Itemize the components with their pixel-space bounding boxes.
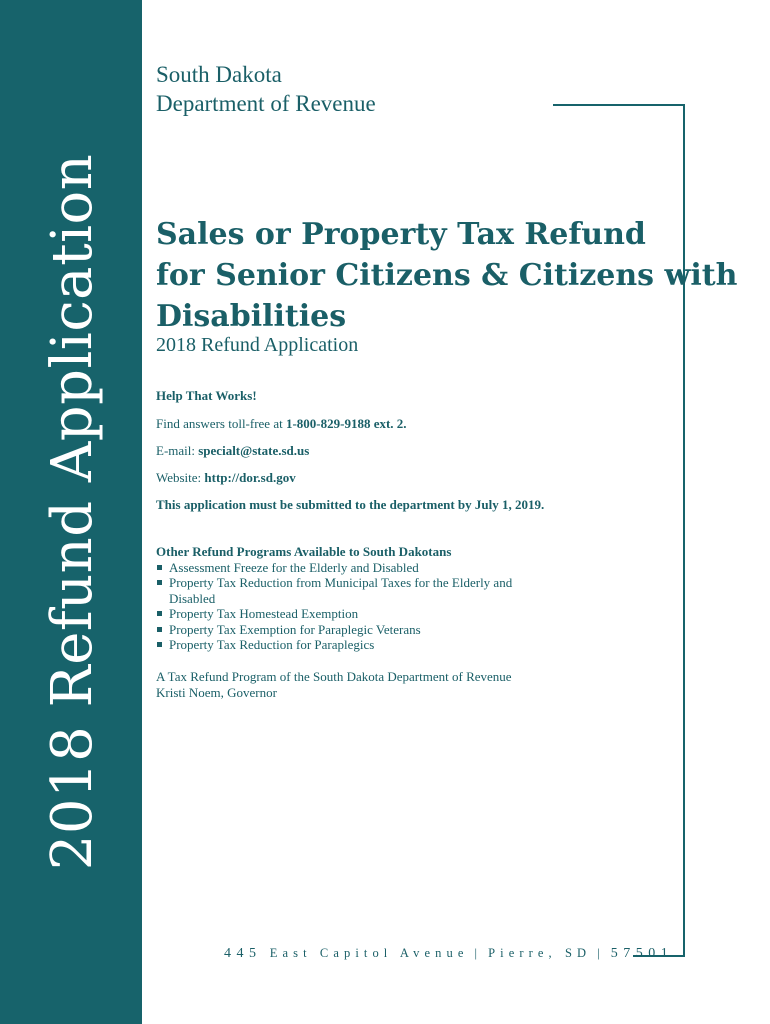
list-item bbox=[156, 560, 556, 576]
bullet-icon bbox=[157, 565, 162, 570]
program-label: Property Tax Reduction from Municipal Taxes for the Elderly and Disabled bbox=[169, 575, 513, 606]
list-item bbox=[156, 622, 556, 638]
dept-line-2: Department of Revenue bbox=[156, 91, 376, 116]
website-link[interactable]: http://dor.sd.gov bbox=[204, 470, 296, 485]
mailing-address bbox=[224, 946, 673, 962]
title-line-3: Disabilities bbox=[156, 299, 347, 334]
programs-list bbox=[156, 560, 556, 653]
department-name bbox=[156, 60, 376, 118]
title-line-1: Sales or Property Tax Refund bbox=[156, 217, 646, 252]
program-label: Property Tax Reduction for Paraplegics bbox=[169, 637, 375, 652]
email-link[interactable]: specialt@state.sd.us bbox=[198, 443, 310, 458]
address-city: Pierre, SD bbox=[488, 946, 592, 960]
vertical-title: 2018 Refund Application bbox=[40, 153, 105, 871]
email-line bbox=[156, 443, 309, 459]
address-separator: | bbox=[474, 946, 483, 960]
attribution-line-1: A Tax Refund Program of the South Dakota Department of Revenue bbox=[156, 669, 512, 684]
phone-prefix: Find answers toll-free at bbox=[156, 416, 286, 431]
email-prefix: E-mail: bbox=[156, 443, 199, 458]
dept-line-1: South Dakota bbox=[156, 62, 282, 87]
address-separator: | bbox=[597, 946, 605, 960]
programs-heading: Other Refund Programs Available to South Dakotans bbox=[156, 544, 452, 559]
website-prefix: Website: bbox=[156, 470, 205, 485]
bullet-icon bbox=[157, 642, 162, 647]
other-programs bbox=[156, 544, 556, 653]
address-zip: 57501 bbox=[610, 946, 674, 961]
program-label: Property Tax Exemption for Paraplegic Veterans bbox=[169, 621, 421, 637]
title-line-2: for Senior Citizens & Citizens with bbox=[156, 258, 738, 293]
frame-line-top bbox=[553, 104, 684, 106]
sidebar bbox=[0, 0, 142, 1024]
page-title bbox=[156, 214, 738, 337]
list-item bbox=[156, 575, 556, 606]
list-item bbox=[156, 637, 556, 653]
address-street: East Capitol Avenue bbox=[269, 946, 469, 960]
bullet-icon bbox=[157, 580, 162, 585]
list-item bbox=[156, 606, 556, 622]
program-label: Assessment Freeze for the Elderly and Disabled bbox=[169, 559, 419, 575]
subtitle: 2018 Refund Application bbox=[156, 334, 359, 356]
website-line bbox=[156, 470, 296, 486]
program-attribution bbox=[156, 669, 512, 701]
bullet-icon bbox=[157, 627, 162, 632]
program-label: Property Tax Homestead Exemption bbox=[169, 606, 359, 621]
deadline-notice: This application must be submitted to the department by July 1, 2019. bbox=[156, 497, 545, 512]
bullet-icon bbox=[157, 611, 162, 616]
attribution-line-2: Kristi Noem, Governor bbox=[156, 685, 277, 700]
address-number: 445 bbox=[224, 946, 262, 961]
help-heading: Help That Works! bbox=[156, 388, 257, 403]
phone-line bbox=[156, 416, 407, 432]
phone-number[interactable]: 1-800-829-9188 ext. 2. bbox=[285, 416, 407, 431]
